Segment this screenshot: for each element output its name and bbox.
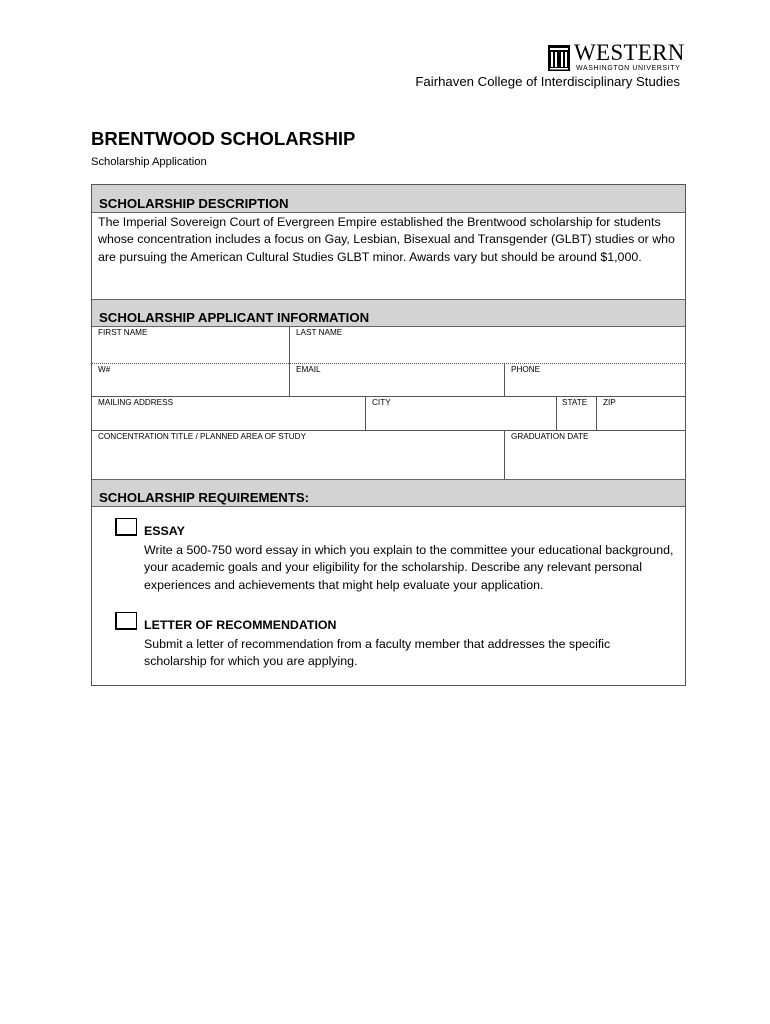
essay-title: ESSAY [144,524,185,538]
graduation-date-label: GRADUATION DATE [511,432,589,441]
mailing-address-label: MAILING ADDRESS [98,398,174,407]
w-number-label: W# [98,365,111,374]
essay-checkbox[interactable] [115,518,137,536]
requirements-section-header [92,479,685,507]
divider [92,430,685,431]
description-heading: SCHOLARSHIP DESCRIPTION [99,196,289,211]
divider [289,327,290,363]
divider [596,396,597,430]
description-section-header [92,185,685,213]
divider [289,363,290,396]
college-name: Fairhaven College of Interdisciplinary Studies [415,74,680,89]
first-name-label: FIRST NAME [98,328,148,337]
requirements-heading: SCHOLARSHIP REQUIREMENTS: [99,490,310,505]
recommendation-title: LETTER OF RECOMMENDATION [144,618,337,632]
building-icon [548,45,570,71]
applicant-heading: SCHOLARSHIP APPLICANT INFORMATION [99,310,370,325]
university-logo [548,40,685,74]
divider [365,396,366,430]
page-title: BRENTWOOD SCHOLARSHIP [91,128,356,149]
divider [504,363,505,396]
state-label: STATE [562,398,588,407]
phone-label: PHONE [511,365,541,374]
page-subtitle: Scholarship Application [91,156,207,168]
recommendation-checkbox[interactable] [115,612,137,630]
concentration-label: CONCENTRATION TITLE / PLANNED AREA OF STUDY [98,432,307,441]
essay-description: Write a 500-750 word essay in which you explain to the committee your educational background, your academic goals and your eligibility for the scholarship. Describe any relevant personal experiences and achievements that might help evaluate your application. [144,543,674,592]
city-label: CITY [372,398,391,407]
applicant-section-header [92,299,685,327]
application-form [91,184,686,686]
description-text: The Imperial Sovereign Court of Evergreen Empire established the Brentwood scholarship for students whose concentration includes a focus on Gay, Lesbian, Bisexual and Transgender (GLBT) studies or who are pursuing the American Cultural Studies GLBT minor. Awards vary but should be around $1,000. [98,215,675,264]
divider [556,396,557,430]
last-name-label: LAST NAME [296,328,343,337]
recommendation-description: Submit a letter of recommendation from a faculty member that addresses the specific scholarship for which you are applying. [144,637,611,669]
zip-label: ZIP [603,398,616,407]
logo-wordmark: WESTERN [574,40,685,65]
email-label: EMAIL [296,365,321,374]
logo-subtitle: WASHINGTON UNIVERSITY [576,65,681,72]
divider [504,430,505,479]
divider [92,363,685,364]
